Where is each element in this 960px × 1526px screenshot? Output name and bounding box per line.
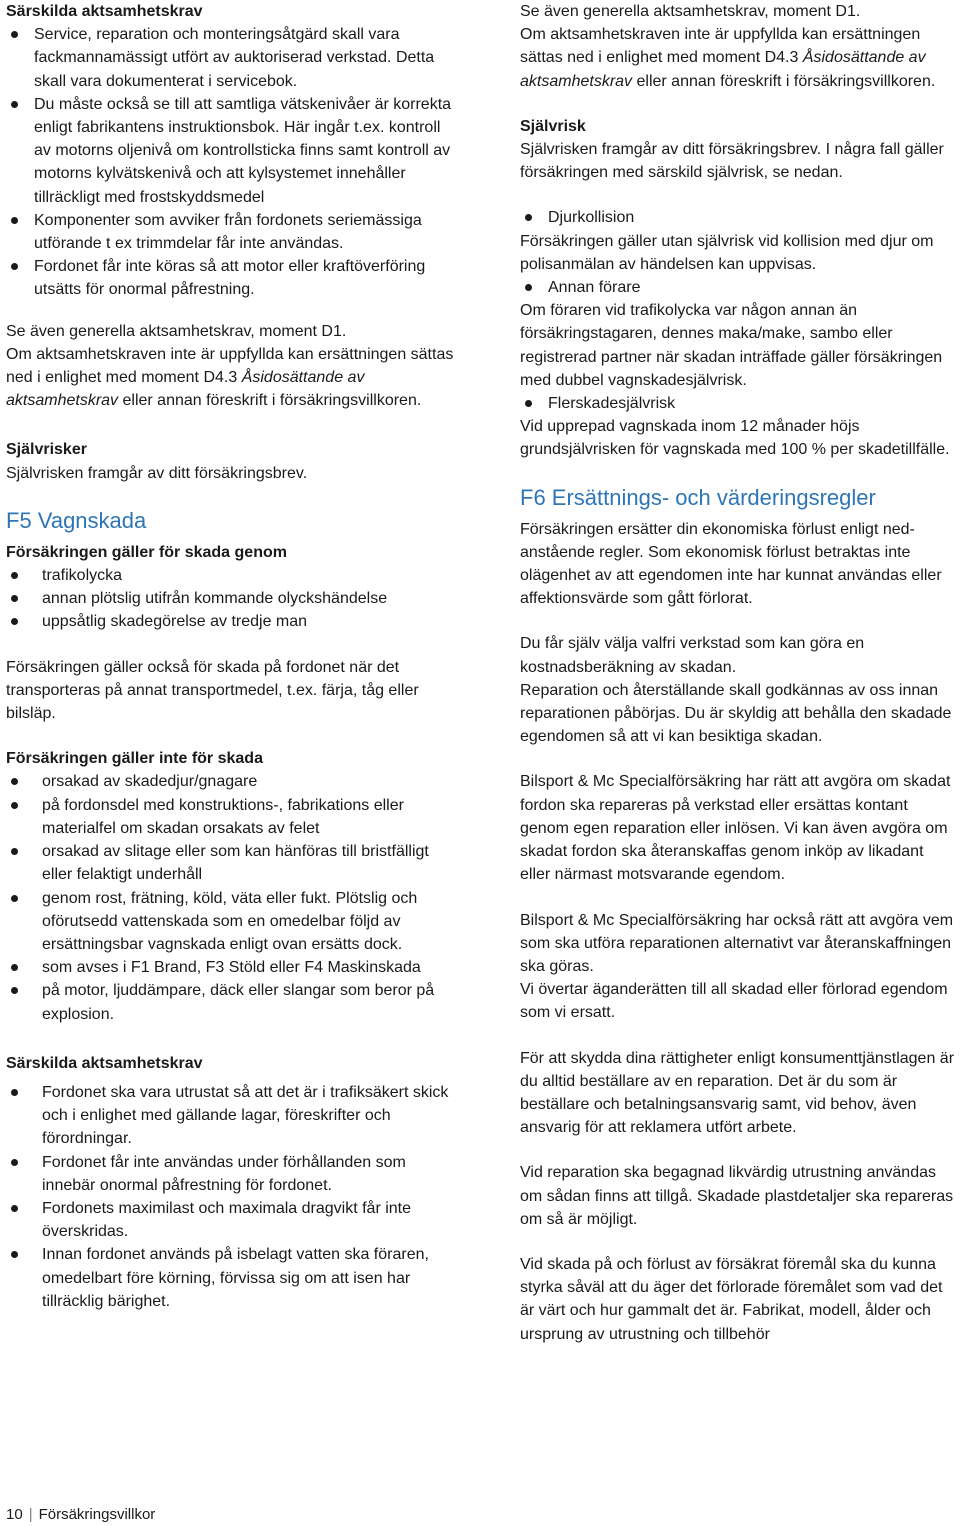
special-deductible-label xyxy=(520,276,956,299)
list-item: Flerskadesjälvrisk xyxy=(520,392,956,415)
list-item: genom rost, frätning, köld, väta eller fukt. Plötslig och oförutsedd vattenskada som en omedelbar följd av ersättningsbar vagnskada enligt ovan ersätts dock. xyxy=(6,887,461,957)
paragraph: Bilsport & Mc Specialförsäkring har rätt att avgöra om skadat fordon ska repareras på verkstad eller ersättas kontant genom egen reparation eller inlösen. Vi kan även avgöra om skadat fordon ska återanskaffas genom inköp av likadant eller närmast motsvarande egendom. xyxy=(520,773,951,884)
deductibles-text: Självrisken framgår av ditt försäkringsbrev. xyxy=(6,464,308,482)
see-also-text-end: eller annan föreskrift i försäkringsvillkoren. xyxy=(632,72,936,90)
see-also-text: Om aktsamhetskraven inte är uppfyllda kan ersättningen sättas ned i enlighet med moment D4.3 xyxy=(6,345,454,387)
paragraph: Du får själv välja valfri verkstad som kan göra en kostnadsberäkning av skadan. xyxy=(520,635,865,676)
right-column xyxy=(520,0,956,1346)
list-item: Komponenter som avviker från fordonets seriemässiga utförande t ex trimmdelar får inte användas. xyxy=(6,209,461,255)
see-also-paragraph xyxy=(520,23,956,93)
exclusions-heading: Försäkringen gäller inte för skada xyxy=(6,750,263,768)
list-item: Fordonet ska vara utrustat så att det är i trafiksäkert skick och i enlighet med gällande lagar, föreskrifter och förordningar. xyxy=(6,1081,461,1151)
section-title-f6: F6 Ersättnings- och värderingsregler xyxy=(520,484,876,510)
footer-label: Försäkringsvillkor xyxy=(38,1506,156,1523)
special-deductible-text: Försäkringen gäller utan självrisk vid kollision med djur om polisanmälan av händelsen kan uppvisas. xyxy=(520,232,934,273)
page-number: 10 xyxy=(6,1506,23,1523)
paragraph: Vid reparation ska begagnad likvärdig utrustning användas om sådan finns att tillgå. Skadade plastdetaljer ska repareras om så är möjligt. xyxy=(520,1164,954,1228)
covers-heading: Försäkringen gäller för skada genom xyxy=(6,543,287,561)
list-item: Fordonet får inte köras så att motor eller kraftöverföring utsätts för onormal påfrestning. xyxy=(6,255,461,301)
special-deductible-label xyxy=(520,206,956,229)
paragraph: Försäkringen ersätter din ekonomiska förlust enligt ned- anstående regler. Som ekonomisk förlust betraktas inte olägenhet av att egendomen inte har kunnat användas eller affektionsvärde som gått förlorat. xyxy=(520,520,942,608)
see-also-line: Se även generella aktsamhetskrav, moment D1. xyxy=(520,3,861,20)
paragraph: Vid skada på och förlust av försäkrat föremål ska du kunna styrka såväl att du äger det förlorade föremålet som vad det är värt och hur gammalt det är. Fabrikat, modell, ålder och ursprung av utrustning och tillbehör xyxy=(520,1255,943,1343)
list-item: Service, reparation och monteringsåtgärd skall vara fackmannamässigt utfört av auktoriserad verkstad. Detta skall vara dokumenterat i servicebok. xyxy=(6,23,461,93)
list-item: Annan förare xyxy=(520,276,956,299)
see-also-text: Om aktsamhetskraven inte är uppfyllda kan ersättningen sättas ned i enlighet med moment D4.3 xyxy=(520,26,921,67)
see-also-italic: Åsidosättande av aktsamhetskrav xyxy=(520,49,926,90)
special-requirements-heading: Särskilda aktsamhetskrav xyxy=(6,3,203,20)
list-item: trafikolycka xyxy=(6,564,461,587)
footer-separator: | xyxy=(28,1506,33,1523)
special-requirements-list xyxy=(6,23,461,301)
list-item: orsakad av slitage eller som kan hänföras till bristfälligt eller felaktigt underhåll xyxy=(6,840,461,886)
list-item: Innan fordonet används på isbelagt vatten ska föraren, omedelbart före körning, förvissa sig om att isen har tillräcklig bärighet. xyxy=(6,1243,461,1313)
see-also-text-end: eller annan föreskrift i försäkringsvillkoren. xyxy=(118,392,422,410)
left-column xyxy=(6,0,461,1313)
special-deductible-text: Om föraren vid trafikolycka var någon annan än försäkringstagaren, dennes maka/make, sambo eller registrerad partner när skadan inträffade gäller försäkringen med dubbel vagnskadesjälvrisk. xyxy=(520,302,943,389)
see-also-paragraph xyxy=(6,343,461,413)
deductible-heading: Självrisk xyxy=(520,117,586,135)
see-also-line: Se även generella aktsamhetskrav, moment D1. xyxy=(6,322,347,340)
paragraph: För att skydda dina rättigheter enligt konsumenttjänstlagen är du alltid beställare av en reparation. Det är du som är beställare och betalningsansvarig samt, vid behov, även ansvarig för att reklamera utfört arbete. xyxy=(520,1049,955,1137)
covers-list xyxy=(6,564,461,634)
deductible-text: Självrisken framgår av ditt försäkringsbrev. I några fall gäller försäkringen med särskild självrisk, se nedan. xyxy=(520,141,944,182)
list-item: Fordonets maximilast och maximala dragvikt får inte överskridas. xyxy=(6,1197,461,1243)
transport-text: Försäkringen gäller också för skada på fordonet när det transporteras på annat transportmedel, t.ex. färja, tåg eller bilsläp. xyxy=(6,658,419,723)
page-footer xyxy=(6,1506,155,1523)
special-requirements-list-2 xyxy=(6,1081,461,1313)
list-item: på fordonsdel med konstruktions-, fabrikations eller materialfel om skadan orsakats av felet xyxy=(6,794,461,840)
paragraph: Reparation och återställande skall godkännas av oss innan reparationen påbörjas. Du är skyldig att behålla den skadade egendomen så att vi kan besiktiga skadan. xyxy=(520,681,952,746)
list-item: Fordonet får inte användas under förhållanden som innebär onormal påfrestning för fordonet. xyxy=(6,1151,461,1197)
list-item: på motor, ljuddämpare, däck eller slangar som beror på explosion. xyxy=(6,979,461,1025)
list-item: som avses i F1 Brand, F3 Stöld eller F4 Maskinskada xyxy=(6,956,461,979)
list-item: uppsåtlig skadegörelse av tredje man xyxy=(6,610,461,633)
list-item: Djurkollision xyxy=(520,206,956,229)
list-item: annan plötslig utifrån kommande olyckshändelse xyxy=(6,587,461,610)
deductibles-heading: Självrisker xyxy=(6,441,87,459)
exclusions-list xyxy=(6,770,461,1025)
special-requirements-heading-2: Särskilda aktsamhetskrav xyxy=(6,1054,203,1072)
section-title-f5: F5 Vagnskada xyxy=(6,507,147,533)
special-deductible-label xyxy=(520,392,956,415)
see-also-italic: Åsidosättande av aktsamhetskrav xyxy=(6,369,365,410)
paragraph: Bilsport & Mc Specialförsäkring har också rätt att avgöra vem som ska utföra reparationen alternativt var återanskaffningen ska göras. xyxy=(520,911,954,975)
paragraph: Vi övertar äganderätten till all skadad eller förlorad egendom som vi ersatt. xyxy=(520,981,948,1022)
special-deductible-text: Vid upprepad vagnskada inom 12 månader höjs grundsjälvrisken för vagnskada med 100 % per skadetillfälle. xyxy=(520,418,950,459)
list-item: orsakad av skadedjur/gnagare xyxy=(6,770,461,793)
list-item: Du måste också se till att samtliga vätskenivåer är korrekta enligt fabrikantens instruktionsbok. Här ingår t.ex. kontroll av motorns oljenivå om kontrollsticka finns samt kontroll av motorns kylvätskenivå och att kylsystemet innehåller tillräckligt med frostskyddsmedel xyxy=(6,93,461,209)
